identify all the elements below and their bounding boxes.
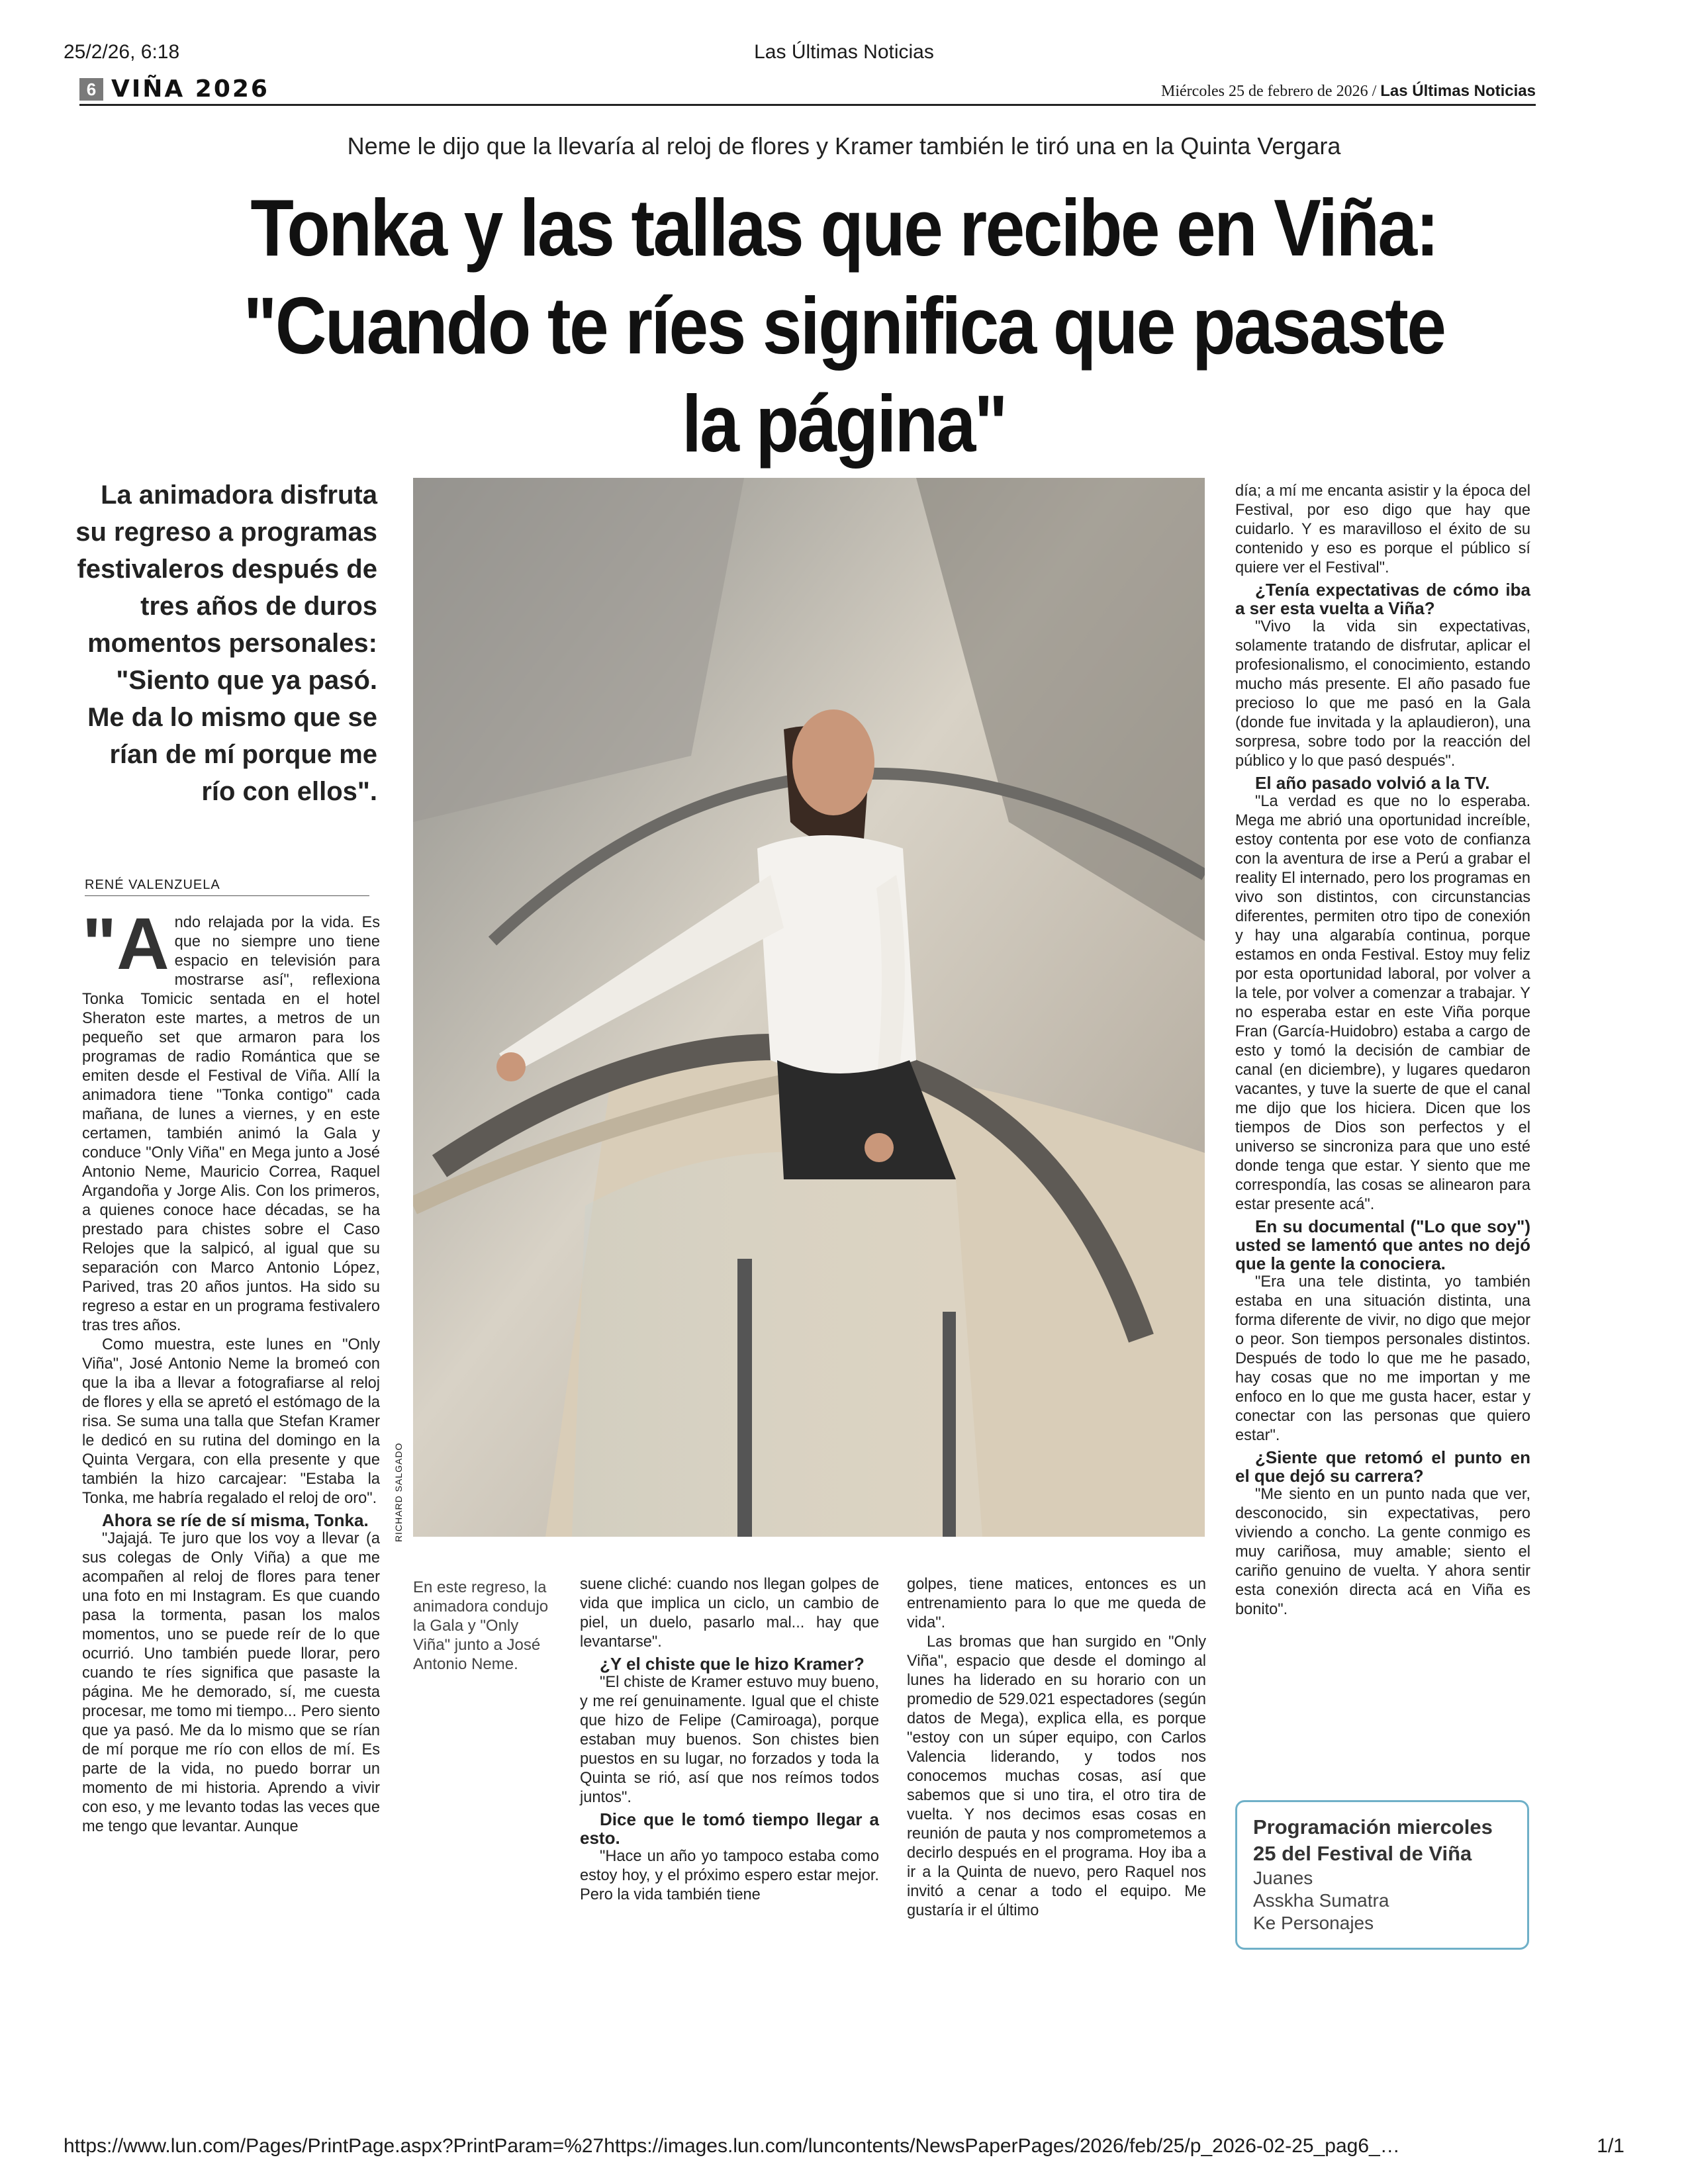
page-number: 6: [79, 78, 103, 101]
interview-question: Dice que le tomó tiempo llegar a esto.: [580, 1809, 879, 1848]
article-photo: [413, 478, 1205, 1537]
paragraph: "Era una tele distinta, yo también estaba en una situación distinta, una forma diferente de vivir, no digo que mejor o peor. Son tiempos personales distintos. Después de todo lo que me he pasado, hay cosas que no me importan y me enfoco en lo que me gusta hacer, estar y conectar con las personas que quiero estar".: [1235, 1273, 1530, 1444]
schedule-title: Programación miercoles 25 del Festival de Viña: [1253, 1815, 1493, 1865]
body-column-4: [1235, 482, 1530, 1619]
article-headline: Tonka y las tallas que recibe en Viña: "Cuando te ríes significa que pasaste la página": [243, 183, 1445, 469]
schedule-item: Asskha Sumatra: [1253, 1890, 1389, 1911]
print-date: 25/2/26, 6:18: [64, 41, 180, 63]
paragraph: "Vivo la vida sin expectativas, solamente tratando de disfrutar, aplicar el profesionalismo, el conocimiento, estando mucho más presente. El año pasado fue precioso lo que me pasó en la Gala (donde fue invitada y la aplaudieron), una sorpresa, sobre todo por la reacción del público y lo que pasó después".: [1235, 618, 1530, 770]
paragraph: suene cliché: cuando nos llegan golpes de vida que implica un ciclo, un cambio de piel, un duelo, pasarlo mal... hay que levantarse".: [580, 1576, 879, 1651]
paragraph: Como muestra, este lunes en "Only Viña", José Antonio Neme la bromeó con que la iba a llevar a fotografiarse al reloj de flores y ella se apretó el estómago de la risa. Se suma una talla que Stefan Kramer le dedicó en su rutina del domingo en la Quinta Vergara, con ella presente y que también la hizo carcajear: "Estaba la Tonka, me habría regalado el reloj de oro".: [82, 1336, 380, 1507]
interview-question: ¿Siente que retomó el punto en el que dejó su carrera?: [1235, 1447, 1530, 1486]
print-header: [0, 41, 1688, 68]
interview-question: ¿Y el chiste que le hizo Kramer?: [600, 1654, 865, 1674]
print-url[interactable]: https://www.lun.com/Pages/PrintPage.aspx?PrintParam=%27https://images.lun.com/luncontents/NewsPaperPages/2026/feb/25/p_2026-02-25_pag6_…: [64, 2135, 1400, 2157]
paragraph: ndo relajada por la vida. Es que no siempre uno tiene espacio en televisión para mostrarse así", reflexiona Tonka Tomicic sentada en el hotel Sheraton este martes, a metros de un pequeño set que armaron para los programas de radio Romántica que se emiten desde el Festival de Viña. Allí la animadora tiene "Tonka contigo" cada mañana, de lunes a viernes, y en este certamen, también animó la Gala y conduce "Only Viña" en Mega junto a José Antonio Neme, Mauricio Correa, Raquel Argandoña y Jorge Alis. Con los primeros, a quienes conoce hace décadas, se ha prestado para chistes sobre el Caso Relojes que la salpicó, al igual que su separación con Marco Antonio López, Parived, tras 20 años juntos. Ha sido su regreso a estar en un programa festivalero tras tres años.: [82, 914, 380, 1334]
schedule-box: [1235, 1800, 1529, 1950]
byline: RENÉ VALENZUELA: [85, 878, 369, 896]
article-kicker: Neme le dijo que la llevaría al reloj de flores y Kramer también le tiró una en la Quinta Vergara: [347, 132, 1341, 159]
interview-question: Ahora se ríe de sí misma, Tonka.: [102, 1510, 369, 1530]
schedule-item: Juanes: [1253, 1868, 1313, 1888]
schedule-item: Ke Personajes: [1253, 1913, 1374, 1933]
paragraph: "El chiste de Kramer estuvo muy bueno, y me reí genuinamente. Igual que el chiste que hizo de Felipe (Camiroaga), porque estaban muy buenos. Son chistes bien puestos en su lugar, no forzados y toda la Quinta se rió, así que nos reímos todos juntos".: [580, 1674, 879, 1806]
section-name: VIÑA 2026: [111, 75, 269, 103]
print-page-count: 1/1: [1597, 2135, 1624, 2157]
interview-question: El año pasado volvió a la TV.: [1255, 773, 1490, 793]
paragraph: "Me siento en un punto nada que ver, desconocido, sin expectativas, pero viviendo a concho. La gente conmigo es muy cariñosa, muy amable; siento el cariño genuino de vuelta. Y ahora sentir esta conexión directa acá en Viña es bonito".: [1235, 1486, 1530, 1618]
print-title: Las Últimas Noticias: [754, 41, 934, 63]
page-bar-separator: /: [1372, 83, 1377, 100]
paper-name: Las Últimas Noticias: [1380, 82, 1536, 100]
paragraph: "Jajajá. Te juro que los voy a llevar (a sus colegas de Only Viña) a que me acompañen al reloj de flores para tener una foto en mi Instagram. Es que cuando pasa la tormenta, pasan los malos momentos, uno se puede reír de lo que ocurrió. Uno también puede llorar, pero cuando te ríes significa que pasaste la página. Me he demorado, sí, me cuesta procesar, me tomo mi tiempo... Pero siento que ya pasó. Me da lo mismo que se rían de mí porque me río con ellos de mí. Es parte de la vida, no puedo borrar un momento de mi historia. Aprendo a vivir con eso, y me levanto todas las veces que me tengo que levantar. Aunque: [82, 1530, 380, 1835]
dropcap: "A: [82, 903, 169, 985]
page-bar-date: [1161, 82, 1536, 101]
body-column-2: [580, 1575, 879, 1905]
article-lead: La animadora disfruta su regreso a programas festivaleros después de tres años de duros momentos personales: "Siento que ya pasó. Me da lo mismo que se rían de mí porque me río con ellos".: [75, 480, 377, 806]
paragraph: día; a mí me encanta asistir y la época del Festival, por eso digo que hay que cuidarlo. Y es maravilloso el éxito de su contenido y eso es porque el público sí quiere ver el Festival".: [1235, 482, 1530, 576]
paragraph: Las bromas que han surgido en "Only Viña", espacio que desde el domingo al lunes ha liderado en su horario con un promedio de 529.021 espectadores (según datos de Mega), explica ella, es porque "estoy con un súper equipo, con Carlos Valencia liderando, y todos nos conocemos muchas cosas, así que sabemos que si uno tira, el otro tira de vuelta. Y nos decimos esas cosas en reunión de pauta y nos comprometemos a decirlo después en el programa. Hoy iba a ir a la Quinta de nuevo, pero Raquel nos invitó a cenar a todo el equipo. Me gustaría ir el último: [907, 1633, 1206, 1919]
body-column-1: [82, 903, 380, 1837]
paragraph: golpes, tiene matices, entonces es un entrenamiento para lo que me queda de vida".: [907, 1576, 1206, 1631]
photo-credit: RICHARD SALGADO: [393, 1442, 404, 1542]
page-bar: [79, 77, 1536, 106]
photo-caption: En este regreso, la animadora condujo la Gala y "Only Viña" junto a José Antonio Neme.: [413, 1578, 549, 1673]
photo-illustration: [413, 478, 1205, 1537]
interview-question: ¿Tenía expectativas de cómo iba a ser esta vuelta a Viña?: [1235, 580, 1530, 618]
body-column-3: [907, 1575, 1206, 1921]
paragraph: "Hace un año yo tampoco estaba como estoy hoy, y el próximo espero estar mejor. Pero la vida también tiene: [580, 1848, 879, 1903]
paragraph: "La verdad es que no lo esperaba. Mega me abrió una oportunidad increíble, estoy contenta por ese voto de confianza con la aventura de irse a Perú a grabar el reality El internado, pero los programas en vivo son distintos, con circunstancias diferentes, permiten otro tipo de conexión y hay una algarabía continua, porque estamos en onda Festival. Estoy muy feliz por esta oportunidad laboral, por volver a la tele, por volver a comenzar a trabajar. Y no esperaba estar en este Viña porque Fran (García-Huidobro) estaba a cargo de esto y tomó la decisión de cambiar de canal (en diciembre), y lugares quedaron vacantes, y tuve la suerte de que el canal me dijo que los hiciera. Dicen que los tiempos de Dios son perfectos y el universo se sincroniza para que uno esté donde tenga que estar. Y siento que me correspondía, las cosas se alinearon para estar presente acá".: [1235, 793, 1530, 1213]
interview-question: En su documental ("Lo que soy") usted se lamentó que antes no dejó que la gente la conociera.: [1235, 1216, 1530, 1273]
issue-date: Miércoles 25 de febrero de 2026: [1161, 83, 1368, 100]
